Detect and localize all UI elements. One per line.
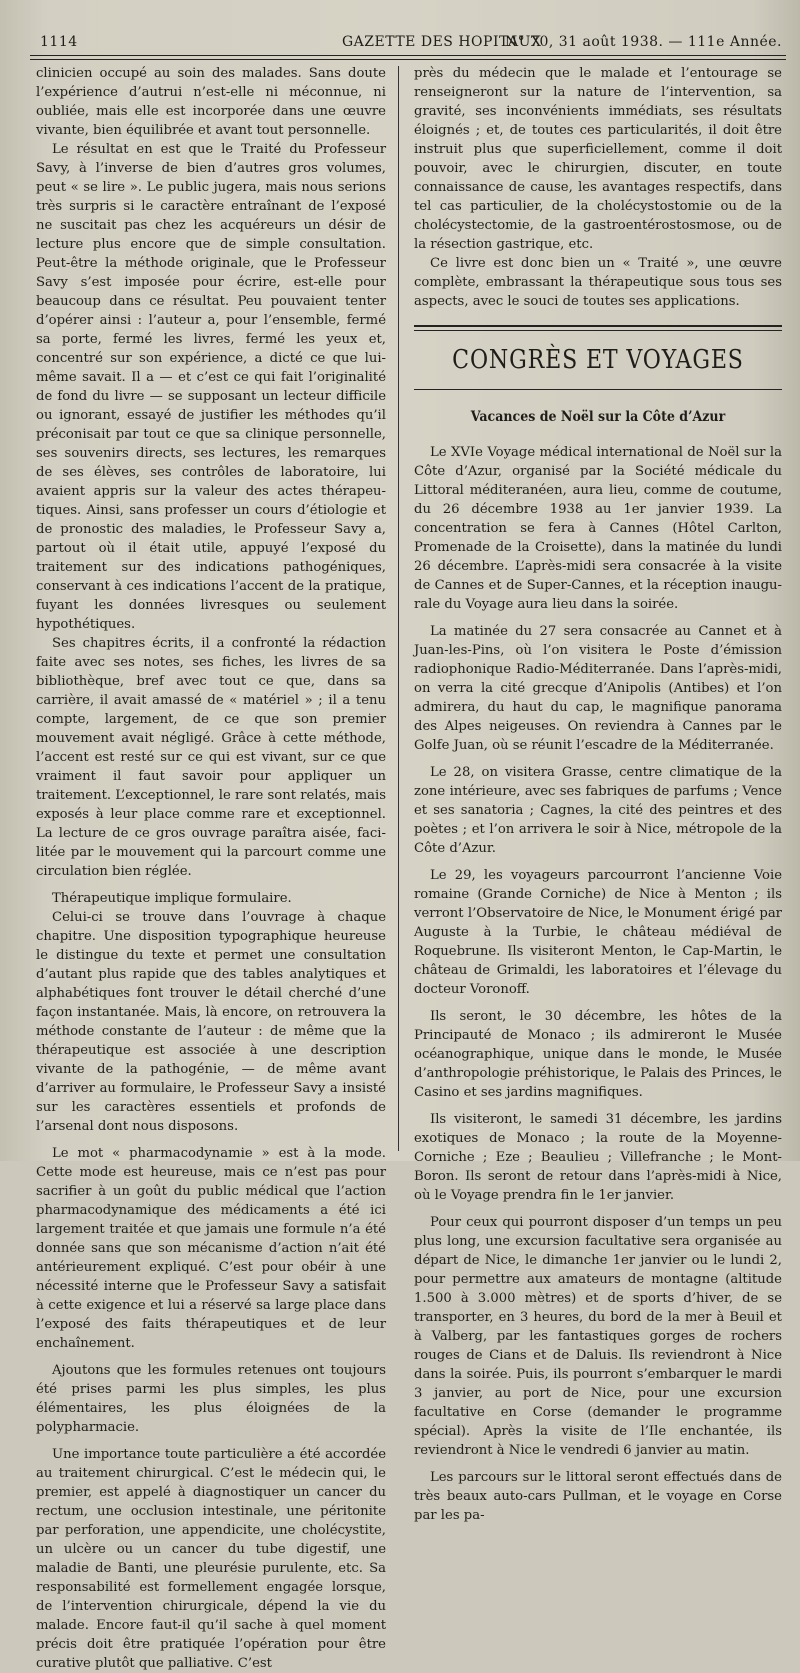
paragraph: clinicien occupé au soin des malades. Sans doute l’expérience d’autrui n’est-elle ni méconnue, ni oubliée, mais elle est incorporée dans une œuvre vivante, bien équilibrée et avant tout personnelle. [36, 66, 386, 138]
section-title: CONGRÈS ET VOYAGES [452, 345, 744, 375]
paragraph: Le 28, on visitera Grasse, centre climatique de la zone intérieure, avec ses fabriques de parfums ; Vence et ses sanatoria ; Cagnes, la cité des peintres et des poètes ; et l’on arrivera le soir à Nice, métropole de la Côte d’Azur. [414, 765, 782, 856]
journal-title: GAZETTE DES HOPITAUX [342, 34, 542, 50]
paragraph: Ajoutons que les formules retenues ont toujours été prises parmi les plus simples, les plus élémentaires, les plus éloignées de la polypharmacie. [36, 1363, 386, 1435]
paragraph: Le mot « pharmacodynamie » est à la mode. Cette mode est heureuse, mais ce n’est pas pour sacrifier à un goût du public médical que l’action pharmacodynamique des médicaments a été ici largement traitée et que jamais une formule n’a été donnée sans que son mécanisme d’action n’ait été antérieurement expliqué. C’est pour obéir à une nécessité interne que le Professeur Savy a satisfait à cette exigence et lui a réservé sa large place dans l’exposé des faits thérapeutiques et de leur enchaînement. [36, 1146, 386, 1351]
section-title-rule [414, 389, 782, 390]
header-rule [30, 55, 786, 56]
left-column [36, 64, 386, 1671]
paragraph: Pour ceux qui pourront disposer d’un temps un peu plus long, une excursion facultative sera organisée au départ de Nice, le dimanche 1er janvier ou le lundi 2, pour permettre aux amateurs de montagne (altitude 1.500 à 3.000 mètres) et de sports d’hiver, de se transporter, en 3 heures, du bord de la mer à Beuil et à Valberg, par les fantastiques gorges de rochers rouges de Cians et de Daluis. Ils reviendront à Nice dans la soirée. Puis, ils pourront s’embarquer le mardi 3 janvier, au port de Nice, pour une excursion facultative en Corse (demander le programme spécial). Après la visite de l’Ile enchantée, ils reviendront à Nice le vendredi 6 janvier au matin. [414, 1215, 782, 1458]
section-rule [414, 325, 782, 327]
issue-info: N° 70, 31 août 1938. — 111e Année. [504, 34, 782, 50]
paragraph: Une importance toute particulière a été accordée au traitement chirurgical. C’est le médecin qui, le premier, est appelé à diagnostiquer un cancer du rectum, une occlusion intestinale, une péritonite par perforation, une appendicite, une cholécystite, un ulcère ou un cancer du tube digestif, une maladie de Banti, une pleurésie purulente, etc. Sa responsabilité est formellement engagée lorsque, de l’intervention chirurgicale, dépend la vie du malade. Encore faut-il qu’il sache à quel moment précis doit être pratiquée l’opération pour être curative plutôt que palliative. C’est [36, 1447, 386, 1671]
paragraph: Celui-ci se trouve dans l’ouvrage à chaque chapitre. Une disposition typographique heureuse le distingue du texte et permet une consultation d’autant plus rapide que des tables analytiques et alphabétiques font trouver le détail cherché d’une façon instantanée. Mais, là encore, on retrouvera la méthode constante de l’auteur : de même que la thérapeutique est associée à une description vivante de la pathogénie, — de même avant d’arriver au formulaire, le Professeur Savy a insisté sur les caractères essentiels et profonds de l’arsenal dont nous disposons. [36, 910, 386, 1134]
paragraph: Ils visiteront, le samedi 31 décembre, les jardins exotiques de Monaco ; la route de la Moyenne-Corniche ; Eze ; Beaulieu ; Villefranche ; le Mont-Boron. Ils seront de retour dans l’après-midi à Nice, où le Voyage prendra fin le 1er janvier. [414, 1112, 782, 1203]
column-divider [398, 66, 399, 1151]
section-rule-thin [414, 330, 782, 331]
paragraph: près du médecin que le malade et l’entourage se renseigneront sur la nature de l’intervention, sa gravité, ses inconvénients immédiats, ses résultats éloignés ; et, de toutes ces particularités, il doit être instruit plus que superficiellement, comme il doit pouvoir, avec le chirurgien, discuter, en toute connaissance de cause, les avantages respectifs, dans tel cas particulier, de la cholécystostomie ou de la cholécystectomie, de la gastroentérostosmose, ou de la résection gastrique, etc. [414, 66, 782, 252]
header-rule-thin [30, 59, 786, 60]
page-header [30, 30, 786, 60]
subsection-title: Vacances de Noël sur la Côte d’Azur [470, 409, 726, 425]
paragraph: Ce livre est donc bien un « Traité », une œuvre complète, embrassant la thérapeutique sous tous ses aspects, avec le souci de toutes ses applications. [414, 256, 782, 309]
paragraph: Le 29, les voyageurs parcourront l’ancienne Voie romaine (Grande Corniche) de Nice à Menton ; ils verront l’Observatoire de Nice, le Monument érigé par Auguste à la Turbie, le château médiéval de Roquebrune. Ils visiteront Menton, le Cap-Martin, le château de Grimaldi, les laboratoires et l’élevage du docteur Voronoff. [414, 868, 782, 997]
paragraph: Le résultat en est que le Traité du Professeur Savy, à l’inverse de bien d’autres gros volumes, peut « se lire ». Le public jugera, mais nous serions très surpris si le caractère entraînant de l’exposé ne suscitait pas chez les acquéreurs un désir de lecture plus encore que de simple consultation. Peut-être la méthode originale, que le Professeur Savy s’est imposée pour écrire, est-elle pour beaucoup dans ce résultat. Peu pouvaient tenter d’opérer ainsi : l’auteur a, pour l’ensemble, fermé sa porte, fermé les livres, fermé les yeux et, concentré sur son expérience, a dicté ce que lui-même savait. Il a — et c’est ce qui fait l’originalité de fond du livre — se supposant un lecteur difficile ou ignorant, essayé de justifier les méthodes qu’il préconisait par tout ce que sa clinique personnelle, ses souvenirs directs, ses lectures, les remarques de ses élèves, ses contrôles de laboratoire, lui avaient appris sur la valeur des actes thérapeutiques. Ainsi, sans professer un cours d’étiologie et de pronostic des maladies, le Professeur Savy a, partout où il était utile, appuyé l’exposé du traitement sur des indications pathogéniques, conservant à ces indications l’accent de la pratique, fuyant les données livresques ou seulement hypothétiques. [36, 142, 386, 632]
paragraph: La matinée du 27 sera consacrée au Cannet et à Juan-les-Pins, où l’on visitera le Poste d’émission radiophonique Radio-Méditerranée. Dans l’après-midi, on verra la cité grecque d’Anipolis (Antibes) et l’on admirera, du haut du cap, le magnifique panorama des Alpes neigeuses. On reviendra à Cannes par le Golfe Juan, où se réunit l’escadre de la Méditerranée. [414, 624, 782, 753]
page-number: 1114 [40, 34, 78, 50]
paragraph: Les parcours sur le littoral seront effectués dans de très beaux auto-cars Pullman, et le voyage en Corse par les pa- [414, 1470, 782, 1523]
right-column [414, 64, 782, 1523]
paragraph: Ses chapitres écrits, il a confronté la rédaction faite avec ses notes, ses fiches, les livres de sa bibliothèque, bref avec tout ce que, dans sa carrière, il avait amassé de « matériel » ; il a tenu compte, largement, de ce que son premier mouvement avait négligé. Grâce à cette méthode, l’accent est resté sur ce qui est vivant, sur ce que vraiment il faut savoir pour appliquer un traitement. L’exceptionnel, le rare sont relatés, mais exposés à leur place comme rare et exceptionnel. La lecture de ce gros ouvrage paraîtra aisée, facilitée par le mouvement qui la parcourt comme une circulation bien réglée. [36, 636, 386, 879]
paragraph: Thérapeutique implique formulaire. [52, 891, 292, 906]
paragraph: Le XVIe Voyage médical international de Noël sur la Côte d’Azur, organisé par la Société médicale du Littoral méditeranéen, aura lieu, comme de coutume, du 26 décembre 1938 au 1er janvier 1939. La concentration se fera à Cannes (Hôtel Carlton, Promenade de la Croisette), dans la matinée du lundi 26 décembre. L’après-midi sera consacrée à la visite de Cannes et de Super-Cannes, et la réception inaugurale du Voyage aura lieu dans la soirée. [414, 445, 782, 612]
paragraph: Ils seront, le 30 décembre, les hôtes de la Principauté de Monaco ; ils admireront le Musée océanographique, unique dans le monde, le Musée d’anthropologie préhistorique, le Palais des Princes, le Casino et ses jardins magnifiques. [414, 1009, 782, 1100]
